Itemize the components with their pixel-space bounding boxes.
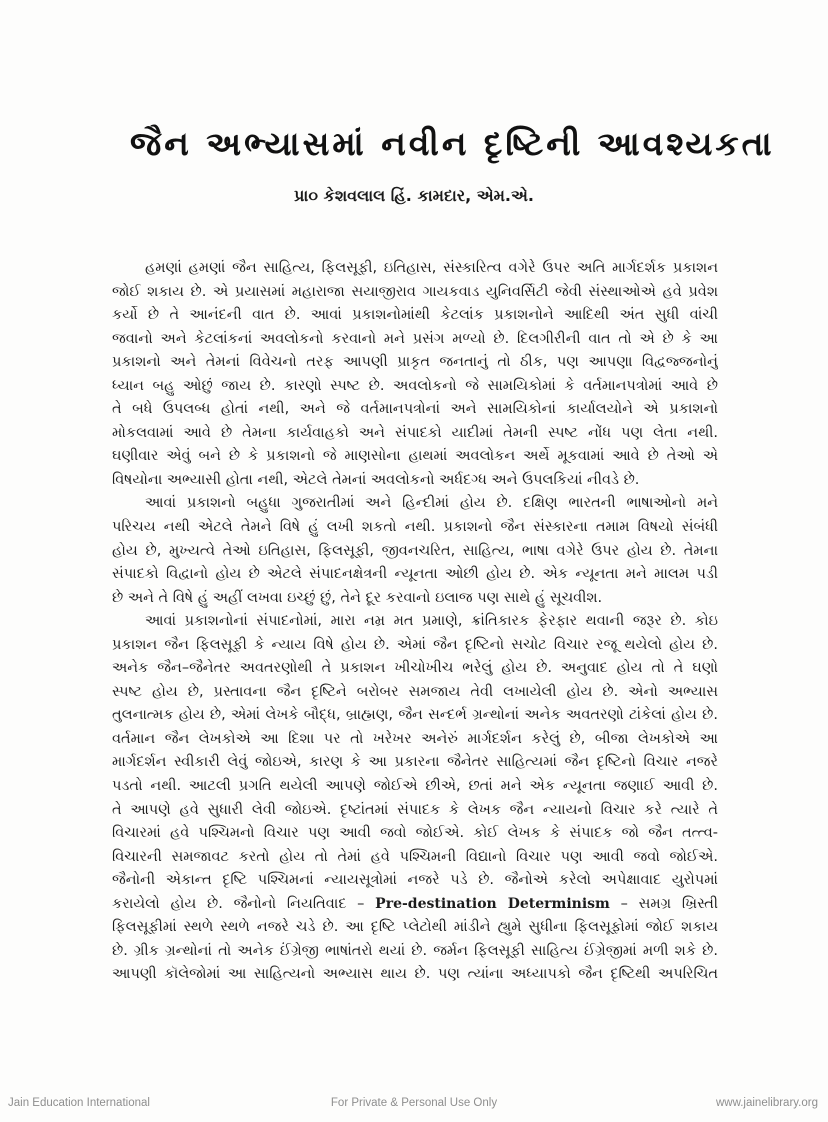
text-line: પડતો નથી. આટલી પ્રગતિ થયેલી આપણે જોઈએ છીએ, છતાં મને એક ન્યૂનતા જણાઈ આવી છે. <box>112 778 718 795</box>
text-line: છે અને તે વિષે હું અહીં લખવા ઇચ્છું છું, તેને દૂર કરવાનો ઇલાજ પણ સાથે હું સૂચવીશ. <box>112 589 603 606</box>
text-line: સ્પષ્ટ હોય છે, પ્રસ્તાવના જૈન દૃષ્ટિને બરોબર સમજાય તેવી લખાયેલી હોય છે. એનો અભ્યાસ <box>112 683 718 700</box>
text-line: આવાં પ્રકાશનોનાં સંપાદનોમાં, મારા નમ્ર મત પ્રમાણે, ક્રાંતિકારક ફેરફાર થવાની જરૂર છે. કોઇ <box>145 613 718 630</box>
text-line: પ્રકાશન જૈન ફિલસૂફી કે ન્યાય વિષે હોય છે. એમાં જૈન દૃષ્ટિનો સચોટ વિચાર રજૂ થયેલો હોય છે. <box>112 636 718 653</box>
text-segment: – સમગ્ર ખ્રિસ્તી <box>609 895 718 912</box>
text-line: આપણી કૉલેજોમાં આ સાહિત્યનો અભ્યાસ થાય છે. પણ ત્યાંના અધ્યાપકો જૈન દૃષ્ટિથી અપરિચિત <box>112 966 718 983</box>
text-line: વિષયોના અભ્યાસી હોતા નથી, એટલે તેમનાં અવલોકનો અર્ધદગ્ધ અને ઉપલકિયાં નીવડે છે. <box>112 471 640 488</box>
text-line: અનેક જૈન–જૈનેતર અવતરણોથી તે પ્રકાશન ખીચોખીચ ભરેલું હોય છે. અનુવાદ હોય તો તે ઘણો <box>112 660 718 677</box>
article-title: જૈન અભ્યાસમાં નવીન દૃષ્ટિની આવશ્યકતા <box>130 124 775 163</box>
text-line: મોકલવામાં આવે છે તેમના કાર્યવાહકો અને સંપાદકો યાદીમાં તેમની સ્પષ્ટ નોંધ પણ લેતા નથી. <box>112 424 718 441</box>
page-footer <box>0 1093 828 1113</box>
text-line: પ્રકાશનો અને તેમનાં વિવેચનો તરફ આપણી પ્રાકૃત જનતાનું તો ઠીક, પણ આપણા વિદ્વજ્જનોનું <box>112 354 718 371</box>
text-line: તે બધે ઉપલબ્ધ હોતાં નથી, અને જે વર્તમાનપત્રોનાં અને સામયિકોનાં કાર્યાલયોને એ પ્રકાશનો <box>112 401 718 418</box>
text-line: ફિલસૂફીમાં સ્થળે સ્થળે નજરે ચડે છે. આ દૃષ્ટિ પ્લેટોથી માંડીને હ્યુમે સુધીના ફિલસૂફોમાં જોઈ શકાય <box>112 919 718 936</box>
text-line: ધ્યાન બહુ ઓછું જાય છે. કારણો સ્પષ્ટ છે. અવલોકનો જે સામયિકોમાં કે વર્તમાનપત્રોમાં આવે છે <box>112 377 718 394</box>
text-line-mixed <box>112 893 718 917</box>
footer-website: www.jainelibrary.org <box>715 1097 818 1109</box>
text-line: ઘણીવાર એવું બને છે કે પ્રકાશનો જે માણસોના હાથમાં અવલોકન અર્થે મૂકવામાં આવે છે તેઓ એ <box>112 448 718 465</box>
text-line: સંપાદકો વિદ્વાનો હોય છે એટલે સંપાદનક્ષેત્રની ન્યૂનતા ઓછી હોય છે. એક ન્યૂનતા મને માલમ પડી <box>112 566 718 583</box>
text-line: તે આપણે હવે સુધારી લેવી જોઇએ. દૃષ્ટાંતમાં સંપાદક કે લેખક જૈન ન્યાયનો વિચાર કરે ત્યારે તે <box>112 801 718 818</box>
text-line: વિચારની સમજાવટ કરતો હોય તો તેમાં હવે પશ્ચિમની વિદ્યાનો વિચાર પણ આવી જવો જોઈએ. <box>112 848 718 865</box>
text-line: કર્યો છે તે આનંદની વાત છે. આવાં પ્રકાશનોમાંથી કેટલાંક પ્રકાશનોને આદિથી અંત સુધી વાંચી <box>112 307 718 324</box>
article-body <box>112 257 718 987</box>
text-line: હોય છે, મુખ્યત્વે તેઓ ઇતિહાસ, ફિલસૂફી, જીવનચરિત, સાહિત્ય, ભાષા વગેરે ઉપર હોય છે. તેમના <box>112 542 718 559</box>
english-term: Pre-destination Determinism <box>375 895 610 912</box>
text-line: આવાં પ્રકાશનો બહુધા ગુજરાતીમાં અને હિન્દીમાં હોય છે. દક્ષિણ ભારતની ભાષાઓનો મને <box>145 495 718 512</box>
text-line: પરિચય નથી એટલે તેમને વિષે હું લખી શકતો નથી. પ્રકાશનો જૈન સંસ્કારના તમામ વિષયો સંબંધી <box>112 519 718 536</box>
text-line: જૈનોની એકાન્ત દૃષ્ટિ પશ્ચિમનાં ન્યાયસૂત્રોમાં નજરે પડે છે. જૈનોએ કરેલો અપેક્ષાવાદ યુરોપમાં <box>112 872 718 889</box>
text-line: વિચારમાં હવે પશ્ચિમનો વિચાર પણ આવી જવો જોઈએ. કોઈ લેખક કે સંપાદક જો જૈન તત્ત્વ- <box>112 825 718 842</box>
text-line: હમણાં હમણાં જૈન સાહિત્ય, ફિલસૂફી, ઇતિહાસ, સંસ્કારિત્વ વગેરે ઉપર અતિ માર્ગદર્શક પ્રકાશન <box>145 260 718 276</box>
footer-usage-note: For Private & Personal Use Only <box>330 1097 498 1109</box>
article-author: પ્રા૦ કેશવલાલ હિં. કામદાર, એમ.એ. <box>294 186 534 205</box>
text-line: જોઈ શકાય છે. એ પ્રયાસમાં મહારાજા સયાજીરાવ ગાયકવાડ યુનિવર્સિટી જેવી સંસ્થાઓએ હવે પ્રવેશ <box>112 283 718 300</box>
text-line: તુલનાત્મક હોય છે, એમાં લેખકે બૌદ્ધ, બ્રાહ્મણ, જૈન સન્દર્ભ ગ્રન્થોનાં અનેક અવતરણો ટાંકેલાં હોય છે. <box>112 707 718 724</box>
footer-publisher: Jain Education International <box>8 1097 150 1109</box>
text-line: વર્તમાન જૈન લેખકોએ આ દિશા પર તો ખરેખર અનેરું માર્ગદર્શન કરેલું છે, બીજા લેખકોએ આ <box>112 730 718 747</box>
text-segment: કરાયેલો હોય છે. જૈનોનો નિયતિવાદ – <box>112 895 376 912</box>
text-line: માર્ગદર્શન સ્વીકારી લેવું જોઇએ, કારણ કે આ પ્રકારના જૈનેતર સાહિત્યમાં જૈન દૃષ્ટિનો વિચાર નજરે <box>112 754 718 771</box>
text-line: છે. ગ્રીક ગ્રન્થોનાં તો અનેક ઈંગ્રેજી ભાષાંતરો થયાં છે. જર્મન ફિલસૂફી સાહિત્ય ઈંગ્રેજીમાં મળી શકે છે. <box>112 942 718 959</box>
text-line: જવાનો અને કેટલાંકનાં અવલોકનો કરવાનો મને પ્રસંગ મળ્યો છે. દિલગીરીની વાત તો એ છે કે આ <box>112 330 718 347</box>
